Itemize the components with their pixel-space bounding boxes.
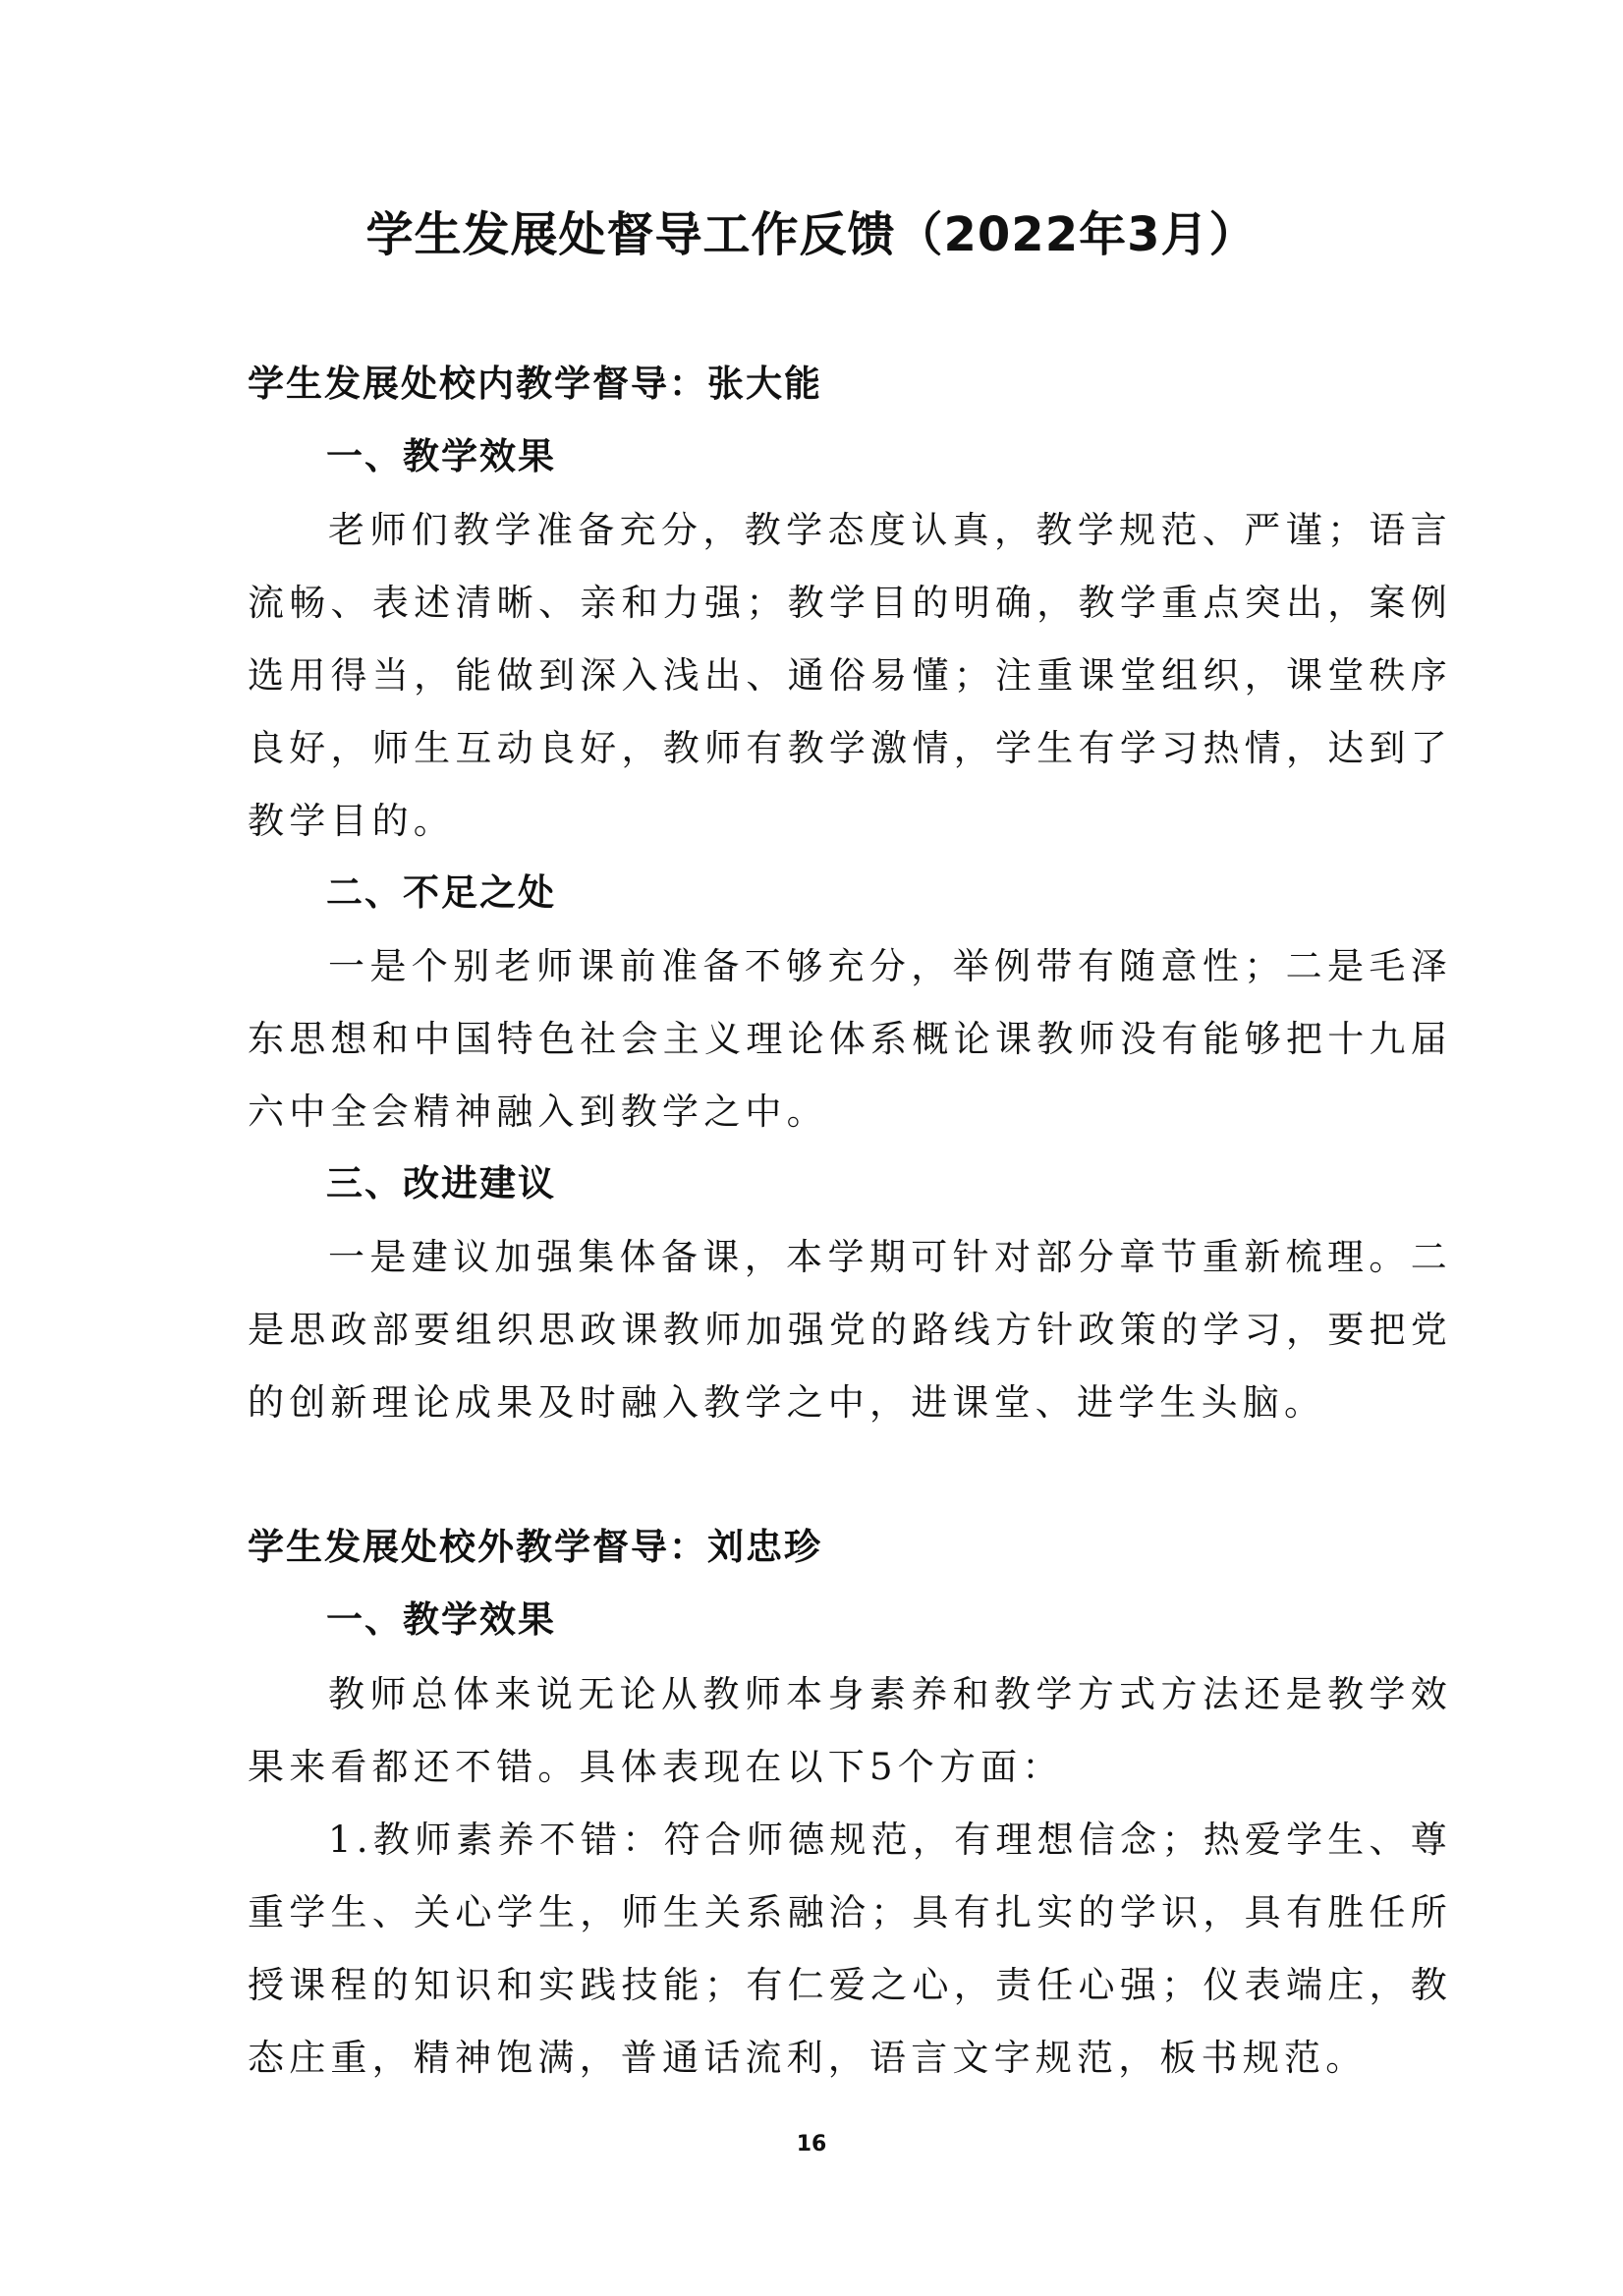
page-number: 16 [796, 2132, 827, 2156]
subheading-teaching-effect-2: 一、教学效果 [326, 1598, 556, 1641]
section-heading-internal-supervisor: 学生发展处校内教学督导：张大能 [248, 363, 822, 405]
paragraph-overall-evaluation: 教师总体来说无论从教师本身素养和教学方式方法还是教学效果来看都还不错。具体表现在以下5个方面： [248, 1673, 1452, 1788]
paragraph-teaching-effect: 老师们教学准备充分，教学态度认真，教学规范、严谨；语言流畅、表述清晰、亲和力强；教学目的明确，教学重点突出，案例选用得当，能做到深入浅出、通俗易懂；注重课堂组织，课堂秩序良好，师生互动良好，教师有教学激情，学生有学习热情，达到了教学目的。 [248, 509, 1452, 842]
document-title: 学生发展处督导工作反馈（2022年3月） [365, 207, 1258, 262]
paragraph-teacher-quality: 1.教师素养不错：符合师德规范，有理想信念；热爱学生、尊重学生、关心学生，师生关系融洽；具有扎实的学识，具有胜任所授课程的知识和实践技能；有仁爱之心，责任心强；仪表端庄，教态庄重，精神饱满，普通话流利，语言文字规范，板书规范。 [248, 1819, 1452, 2079]
section-heading-external-supervisor: 学生发展处校外教学督导：刘忠珍 [248, 1526, 822, 1568]
subheading-shortcomings: 二、不足之处 [326, 871, 556, 914]
paragraph-suggestions: 一是建议加强集体备课，本学期可针对部分章节重新梳理。二是思政部要组织思政课教师加强党的路线方针政策的学习，要把党的创新理论成果及时融入教学之中，进课堂、进学生头脑。 [248, 1236, 1452, 1424]
subheading-teaching-effect: 一、教学效果 [326, 435, 556, 477]
subheading-suggestions: 三、改进建议 [326, 1162, 556, 1204]
paragraph-shortcomings: 一是个别老师课前准备不够充分，举例带有随意性；二是毛泽东思想和中国特色社会主义理论体系概论课教师没有能够把十九届六中全会精神融入到教学之中。 [248, 945, 1452, 1133]
